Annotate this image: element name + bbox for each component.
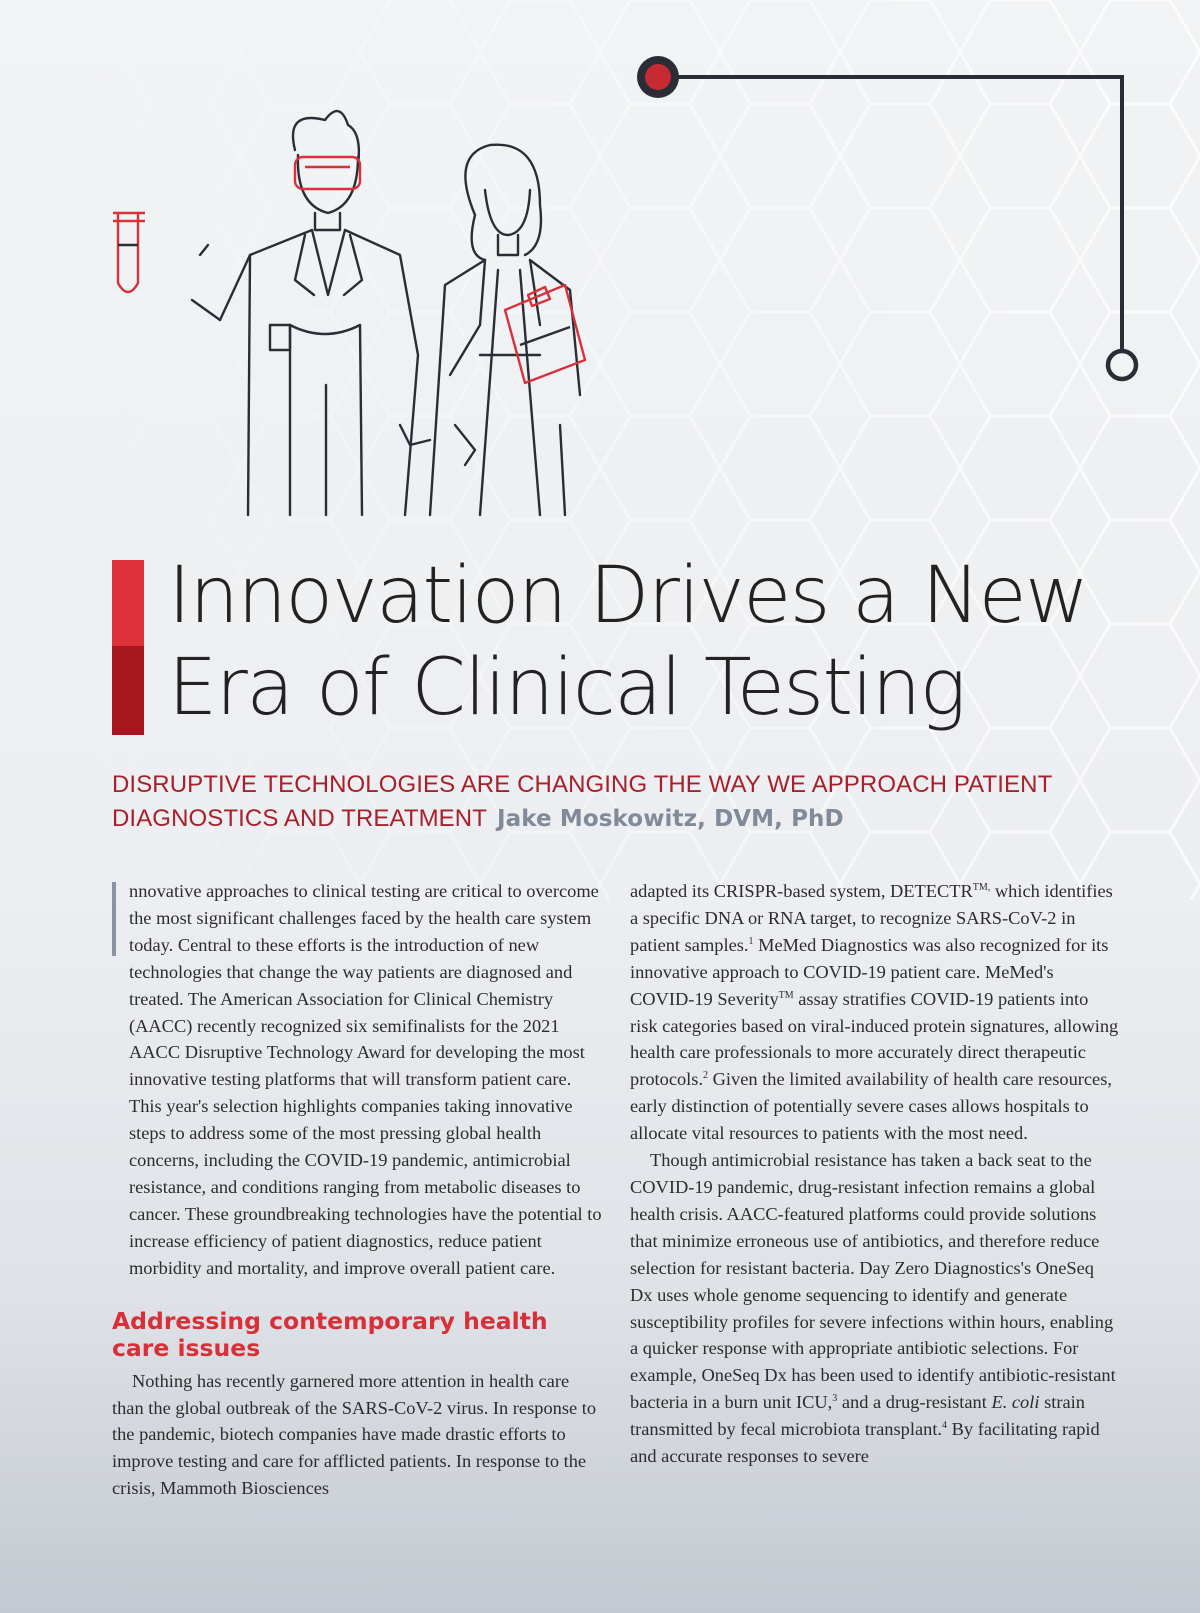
- title-line-2: Era of Clinical Testing: [168, 643, 965, 733]
- deck-text: DISRUPTIVE TECHNOLOGIES ARE CHANGING THE WAY WE APPROACH PATIENT DIAGNOSTICS AND TREATMENT: [112, 771, 1052, 832]
- body-column-right: [630, 878, 1120, 1470]
- paragraph-2: Nothing has recently garnered more attention in health care than the global outbreak of the SARS-CoV-2 virus. In response to the pandemic, biotech companies have made drastic efforts to improve testing and care for afflicted patients. In response to the crisis, Mammoth Biosciences: [112, 1370, 597, 1499]
- test-tube-icon: [113, 213, 145, 292]
- safety-goggles-icon: [295, 157, 360, 189]
- intro-paragraph: nnovative approaches to clinical testing are critical to overcome the most significant challenges faced by the health care system today. Central to these efforts is the introduction of new technologies that change the way patients are diagnosed and treated. The American Association for Clinical Chemistry (AACC) recently recognized six semifinalists for the 2021 AACC Disruptive Technology Award for developing the most innovative testing platforms that will transform patient care. This year's selection highlights companies taking innovative steps to address some of the most pressing global health concerns, including the COVID-19 pandemic, antimicrobial resistance, and conditions ranging from metabolic diseases to cancer. These groundbreaking technologies have the potential to increase efficiency of patient diagnostics, reduce patient morbidity and mortality, and improve overall patient care.: [129, 881, 602, 1278]
- connector-line-icon: [620, 45, 1140, 395]
- dropcap-bar: [112, 882, 116, 956]
- scientist-woman-icon: [430, 145, 580, 515]
- scientists-illustration: [100, 95, 620, 535]
- paragraph-2-continued: adapted its CRISPR-based system, $DETECTR^{TM,}$ which identifies a specific DNA or RNA target, to recognize SARS-CoV-2 in patient samples.$^1$ MeMed Diagnostics was also recognized for its innovative approach to COVID-19 patient care. MeMed's COVID-19 Severity™ assay stratifies COVID-19 patients into risk categories based on viral-induced protein signatures, allowing health care professionals to more accurately direct therapeutic protocols.$^2$ Given the limited availability of health care resources, early distinction of potentially severe cases allows hospitals to allocate vital resources to patients with the most need.: [630, 881, 1119, 1144]
- section-subhead: Addressing contemporary health care issues: [112, 1306, 548, 1362]
- author-byline: Jake Moskowitz, DVM, PhD: [496, 806, 844, 832]
- article-deck: [112, 768, 1112, 836]
- title-line-1: Innovation Drives a New: [168, 551, 1088, 641]
- intro-paragraph-wrap: [112, 878, 602, 1282]
- title-accent-bar: [112, 560, 144, 735]
- article-title: [168, 550, 1148, 734]
- scientist-man-icon: [192, 111, 430, 515]
- body-column-left: [112, 878, 602, 1502]
- paragraph-3: Though antimicrobial resistance has taken a back seat to the COVID-19 pandemic, drug-resistant infection remains a global health crisis. AACC-featured platforms could provide solutions that minimize erroneous use of antibiotics, and therefore reduce selection for resistant bacteria. Day Zero Diagnostics's OneSeq Dx uses whole genome sequencing to identify and generate susceptibility profiles for severe infections within hours, enabling a quicker response with appropriate antibiotic selections. For example, OneSeq Dx has been used to identify antibiotic-resistant bacteria in a burn unit ICU,$^3$ and a drug-resistant E. coli strain transmitted by fecal microbiota transplant.$^4$ By facilitating rapid and accurate responses to severe: [630, 1150, 1116, 1467]
